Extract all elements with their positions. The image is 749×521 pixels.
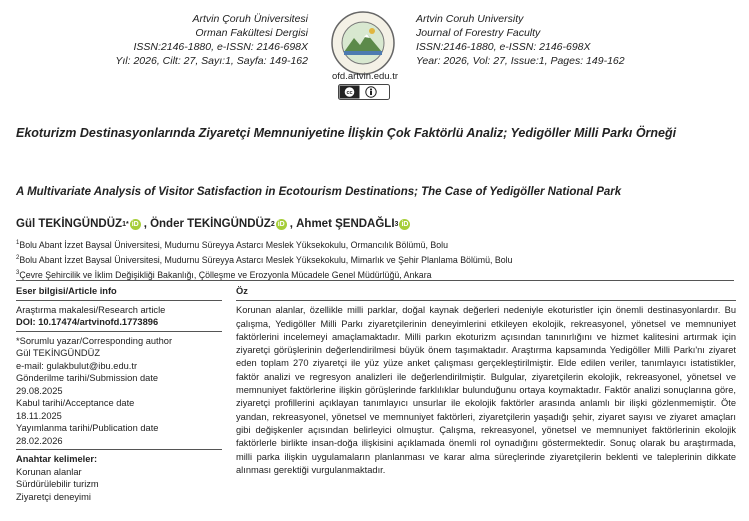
doi-link[interactable]: DOI: 10.17474/artvinofd.1773896 xyxy=(16,317,159,327)
affiliations xyxy=(16,237,513,282)
affiliation-number: 3 xyxy=(16,269,20,276)
affiliation-line xyxy=(16,252,513,267)
author-name: Ahmet ŞENDAĞLI xyxy=(296,218,395,230)
publication-label: Yayımlanma tarihi/Publication date xyxy=(16,423,159,433)
header-line: Year: 2026, Vol: 27, Issue:1, Pages: 149-162 xyxy=(416,55,625,67)
author-affiliation-mark: 2 xyxy=(270,220,275,228)
journal-website[interactable]: ofd.artvin.edu.tr xyxy=(331,71,398,82)
keyword-item: Ziyaretçi deneyimi xyxy=(16,491,91,502)
journal-header-tr xyxy=(115,12,308,68)
affiliation-text: Bolu Abant İzzet Baysal Üniversitesi, Mudurnu Süreyya Astarcı Meslek Yüksekokulu, Ormancılık Bölümü, Bolu xyxy=(19,239,448,250)
orcid-icon[interactable]: iD xyxy=(131,220,139,228)
article-title-turkish: Ekoturizm Destinasyonlarında Ziyaretçi Memnuniyetine İlişkin Çok Faktörlü Analiz; Yedigöller Milli Parkı Örneği xyxy=(16,126,677,140)
header-line: ISSN:2146-1880, e-ISSN: 2146-698X xyxy=(133,41,308,53)
header-line: Artvin Coruh University xyxy=(416,13,524,25)
divider xyxy=(16,449,222,450)
author-name: Gül TEKİNGÜNDÜZ xyxy=(16,218,123,230)
divider xyxy=(16,300,222,301)
divider xyxy=(236,300,736,301)
affiliation-text: Çevre Şehircilik ve İklim Değişikliği Bakanlığı, Çölleşme ve Erozyonla Mücadele Genel Müdürlüğü, Ankara xyxy=(19,269,432,280)
affiliation-number: 2 xyxy=(16,254,20,261)
author-affiliation-mark: 1* xyxy=(122,220,129,228)
author-affiliation-mark: 3 xyxy=(394,220,399,228)
keywords-heading: Anahtar kelimeler: xyxy=(16,454,98,464)
abstract-text: Korunan alanlar, özellikle milli parklar, doğal kaynak değerleri nedeniyle ekoturistler için önemli destinasyonlardır. Bu çalışma, Yedigöller Milli Parkı ziyaretçilerinin deneyimlerini etkileyen ekolojik, rekreasyonel, yönetsel ve memnuniyet faktörlerini incelemeyi amaçlamaktadır. Milli parkın ekoturizm açısından tanınırlığını ve hizmet kalitesini artırmak için ziyaretçi görüşlerinin değerlendirilmesi büyük önem taşımaktadır. Araştırma kapsamında Yedigöller Milli Parkı'nı ziyaret eden toplam 270 ziyaretçi ile yüz yüze anket çalışması gerçekleştirilmiştir. Elde edilen veriler, tanımlayıcı istatistikler, faktör analizi ve regresyon analizleri ile değerlendirilmiştir. Bulgular, ziyaretçilerin ekolojik, rekreasyonel, yönetsel ve memnuniyet faktörlerine ilişkin görüşlerinde farklılıklar bulunduğunu ortaya koymaktadır. Faktör analizi sonuçlarına göre, ziyaretçi profillerini açıklayan tanımlayıcı unsurlar ile ekolojik faktörler arasında anlamlı bir ilişki gözlenmemiştir. Öte yandan, rekreasyonel, yönetsel ve memnuniyet faktörleri, ziyaretçilerin yaşadığı şehir, ziyaret sayısı ve ziyaret amaçları gibi değişkenler açısından belirleyici olmuştur. Çalışma, rekreasyonel, yönetsel ve memnuniyet faktörlerinin ekolojik faktörlerle birlikte insan-doğa ilişkisini açıklamada önemli rol oynadığını göstermektedir. Sonuç olarak bu araştırmada, milli parka ilişkin uygulamaların planlanması ve karar alma süreçlerinde ziyaretçilerin beklenti ve taleplerinin dikkate alınması gerektiği vurgulanmaktadır. xyxy=(236,305,736,475)
section-divider xyxy=(16,280,734,281)
author-separator: , xyxy=(289,218,297,230)
article-type: Araştırma makalesi/Research article xyxy=(16,304,166,315)
affiliation-text: Bolu Abant İzzet Baysal Üniversitesi, Mudurnu Süreyya Astarcı Meslek Yüksekokulu, Mimarlık ve Şehir Planlama Bölümü, Bolu xyxy=(19,254,513,265)
article-info-panel xyxy=(16,285,224,503)
corresponding-author-name: Gül TEKİNGÜNDÜZ xyxy=(16,348,101,358)
header-line: Orman Fakültesi Dergisi xyxy=(195,27,308,39)
submission-label: Gönderilme tarihi/Submission date xyxy=(16,373,159,383)
journal-header-en xyxy=(416,12,625,68)
orcid-icon[interactable]: iD xyxy=(277,220,285,228)
author-separator: , xyxy=(143,218,151,230)
header-line: Artvin Çoruh Üniversitesi xyxy=(192,13,308,25)
svg-text:cc: cc xyxy=(346,90,353,97)
author-list xyxy=(16,218,413,230)
author-name: Önder TEKİNGÜNDÜZ xyxy=(150,218,271,230)
article-title-english: A Multivariate Analysis of Visitor Satisfaction in Ecotourism Destinations; The Case of Yedigöller National Park xyxy=(16,186,622,198)
creative-commons-license-icon xyxy=(338,84,390,100)
publication-date: 28.02.2026 xyxy=(16,435,63,446)
article-info-heading: Eser bilgisi/Article info xyxy=(16,286,117,296)
orcid-icon[interactable]: iD xyxy=(401,220,409,228)
affiliation-number: 1 xyxy=(16,240,20,246)
keyword-item: Sürdürülebilir turizm xyxy=(16,479,99,489)
abstract-heading: Öz xyxy=(236,286,248,296)
corresponding-author-label: *Sorumlu yazar/Corresponding author xyxy=(16,335,173,346)
header-line: ISSN:2146-1880, e-ISSN: 2146-698X xyxy=(416,41,591,53)
corresponding-email[interactable]: e-mail: gulakbulut@ibu.edu.tr xyxy=(16,360,138,371)
submission-date: 29.08.2025 xyxy=(16,385,63,396)
acceptance-label: Kabul tarihi/Acceptance date xyxy=(16,398,135,408)
header-line: Journal of Forestry Faculty xyxy=(416,27,541,39)
keyword-item: Korunan alanlar xyxy=(16,466,82,477)
abstract-section xyxy=(236,285,736,477)
divider xyxy=(16,331,222,332)
affiliation-line xyxy=(16,237,513,252)
acceptance-date: 18.11.2025 xyxy=(16,410,62,421)
university-seal-logo xyxy=(330,10,396,76)
header-line: Yıl: 2026, Cilt: 27, Sayı:1, Sayfa: 149-162 xyxy=(115,55,308,67)
